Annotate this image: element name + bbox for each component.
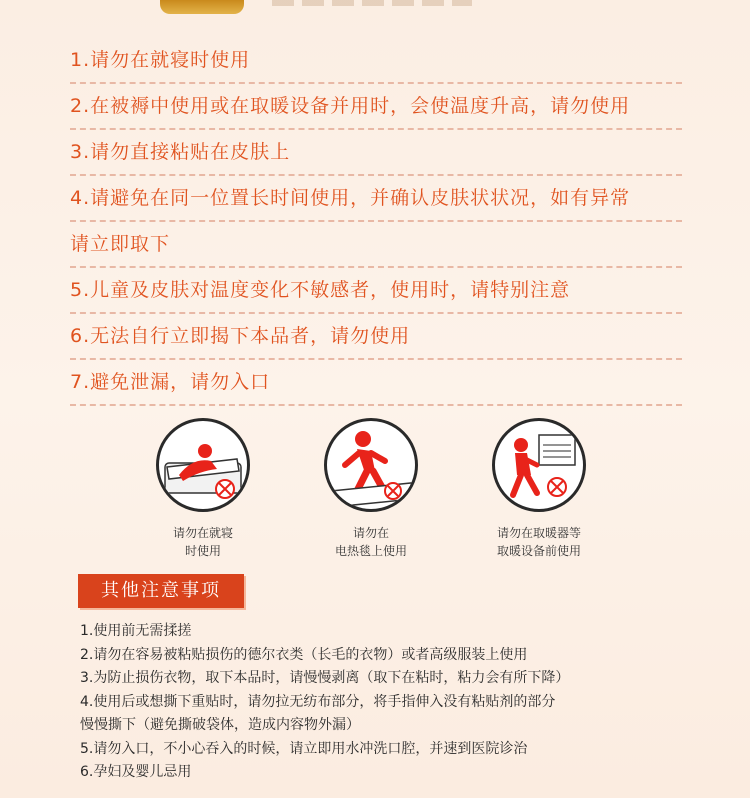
note-item: 6.孕妇及婴儿忌用	[80, 764, 192, 780]
icon-caption: 请勿在 电热毯上使用	[334, 526, 407, 558]
usage-icons	[0, 412, 750, 562]
icon-caption: 请勿在取暖器等 取暖设备前使用	[496, 526, 581, 558]
note-item: 3.为防止损伤衣物，取下本品时，请慢慢剥离（取下在粘时，粘力会有所下降）	[80, 670, 570, 686]
warning-item: 6.无法自行立即揭下本品者，请勿使用	[70, 314, 682, 360]
warning-item: 3.请勿直接粘贴在皮肤上	[70, 130, 682, 176]
note-item: 2.请勿在容易被粘贴损伤的德尔衣类（长毛的衣物）或者高级服装上使用	[80, 646, 528, 663]
icon-card-sleep	[108, 412, 298, 560]
note-item: 4.使用后或想撕下重贴时，请勿拉无纺布部分，将手指伸入没有粘贴剂的部分	[80, 693, 556, 710]
no-electric-blanket-icon	[324, 418, 418, 512]
warning-item-continued: 请立即取下	[70, 222, 682, 268]
warning-item: 2.在被褥中使用或在取暖设备并用时，会使温度升高，请勿使用	[70, 84, 682, 130]
cropped-title	[272, 0, 472, 6]
note-item-continued: 慢慢撕下（避免撕破袋体，造成内容物外漏）	[80, 717, 360, 733]
other-notes-heading: 其他注意事项	[78, 574, 244, 608]
icon-caption: 请勿在就寝 时使用	[172, 526, 233, 558]
warning-item: 1.请勿在就寝时使用	[70, 38, 682, 84]
icon-card-heater	[444, 412, 634, 560]
warning-item: 5.儿童及皮肤对温度变化不敏感者，使用时，请特别注意	[70, 268, 682, 314]
warning-list	[70, 38, 682, 406]
no-heater-icon	[492, 418, 586, 512]
note-item: 5.请勿入口，不小心吞入的时候，请立即用水冲洗口腔，并速到医院诊治	[80, 740, 528, 757]
warning-item: 4.请避免在同一位置长时间使用，并确认皮肤状状况，如有异常	[70, 176, 682, 222]
top-decoration	[160, 0, 244, 14]
icon-card-blanket	[276, 412, 466, 560]
no-sleep-icon	[156, 418, 250, 512]
note-item: 1.使用前无需揉搓	[80, 623, 192, 639]
warning-item: 7.避免泄漏，请勿入口	[70, 360, 682, 406]
other-notes-list	[80, 620, 720, 785]
